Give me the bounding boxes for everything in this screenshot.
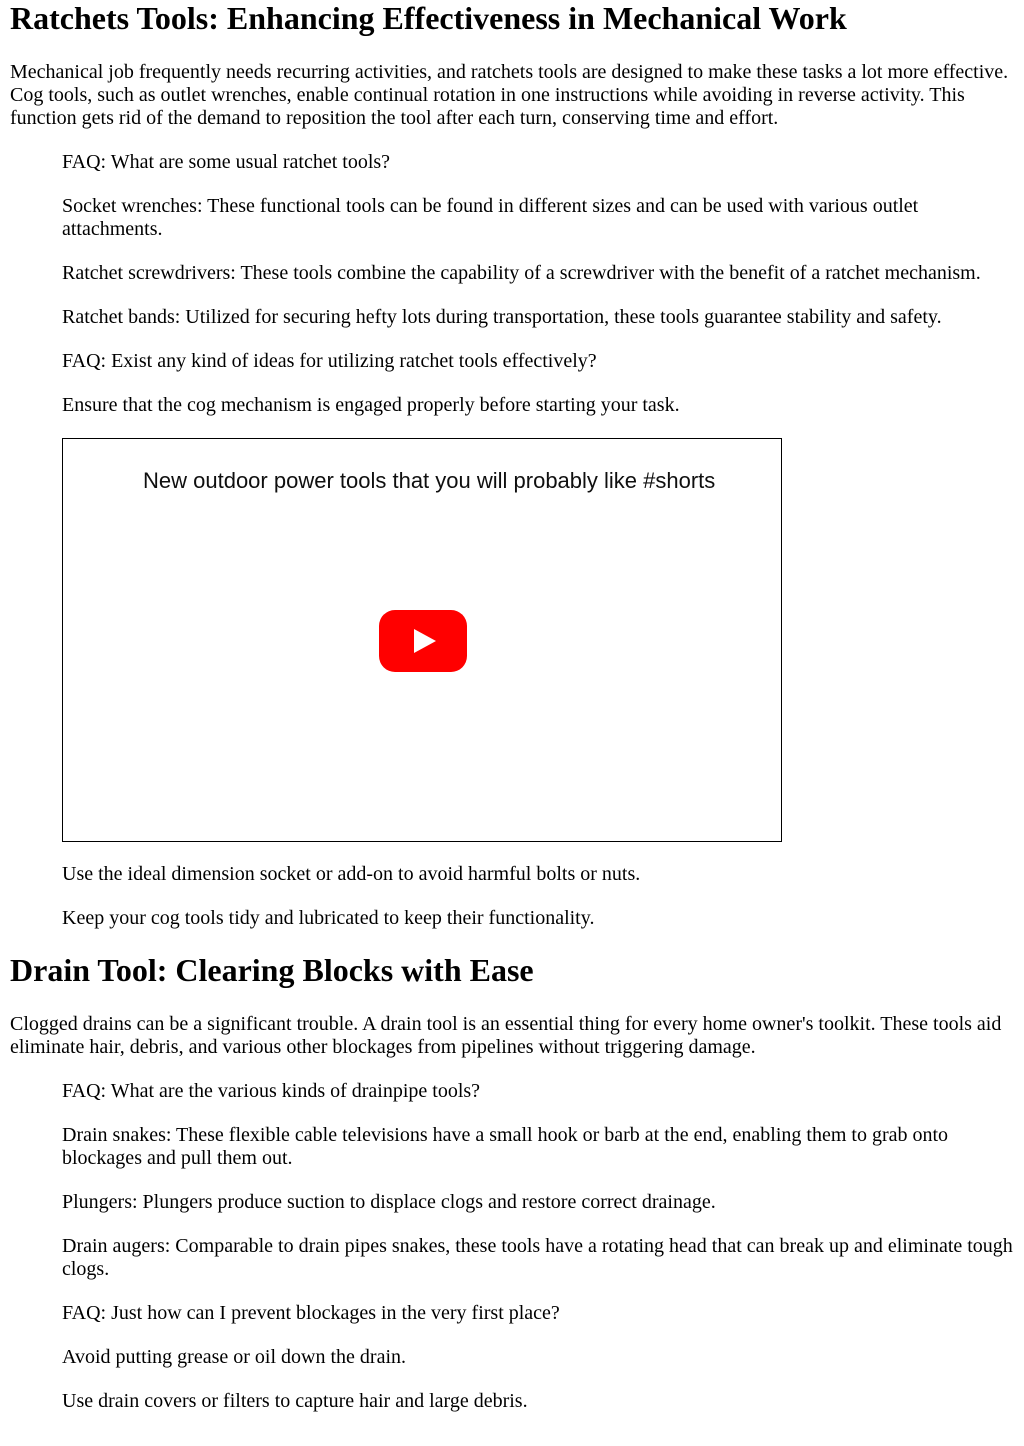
list-item: Plungers: Plungers produce suction to displace clogs and restore correct drainage.	[62, 1191, 716, 1213]
list-item: FAQ: Exist any kind of ideas for utilizing ratchet tools effectively?	[62, 350, 597, 372]
ratchets-list	[10, 151, 1014, 930]
video-title[interactable]: New outdoor power tools that you will probably like #shorts	[143, 468, 716, 493]
video-embed[interactable]	[62, 438, 782, 842]
drain-list	[10, 1080, 1014, 1413]
list-item: Keep your cog tools tidy and lubricated to keep their functionality.	[62, 907, 595, 929]
list-item: Socket wrenches: These functional tools can be found in different sizes and can be used with various outlet attachments.	[62, 195, 919, 240]
video-embed-item	[62, 438, 1014, 842]
youtube-play-icon[interactable]	[379, 610, 467, 672]
section-intro-ratchets: Mechanical job frequently needs recurring activities, and ratchets tools are designed to make these tasks a lot more effective. Cog tools, such as outlet wrenches, enable continual rotation in one instructions while avoiding in reverse activity. This function gets rid of the demand to reposition the tool after each turn, conserving time and effort.	[10, 61, 1009, 129]
list-item: Ratchet bands: Utilized for securing hefty lots during transportation, these tools guarantee stability and safety.	[62, 306, 942, 328]
list-item: Ensure that the cog mechanism is engaged properly before starting your task.	[62, 394, 680, 416]
list-item: Use drain covers or filters to capture hair and large debris.	[62, 1390, 528, 1412]
section-heading-drain: Drain Tool: Clearing Blocks with Ease	[10, 952, 534, 988]
list-item: Drain augers: Comparable to drain pipes snakes, these tools have a rotating head that can break up and eliminate tough clogs.	[62, 1235, 1013, 1280]
list-item: FAQ: Just how can I prevent blockages in the very first place?	[62, 1302, 560, 1324]
section-heading-ratchets: Ratchets Tools: Enhancing Effectiveness in Mechanical Work	[10, 0, 847, 36]
list-item: FAQ: What are the various kinds of drainpipe tools?	[62, 1080, 481, 1102]
list-item: FAQ: What are some usual ratchet tools?	[62, 151, 391, 173]
section-intro-drain: Clogged drains can be a significant trouble. A drain tool is an essential thing for every home owner's toolkit. These tools aid eliminate hair, debris, and various other blockages from pipelines without triggering damage.	[10, 1013, 1002, 1058]
list-item: Drain snakes: These flexible cable televisions have a small hook or barb at the end, enabling them to grab onto blockages and pull them out.	[62, 1124, 949, 1169]
list-item: Ratchet screwdrivers: These tools combine the capability of a screwdriver with the benefit of a ratchet mechanism.	[62, 262, 981, 284]
list-item: Use the ideal dimension socket or add-on to avoid harmful bolts or nuts.	[62, 863, 641, 885]
list-item: Avoid putting grease or oil down the drain.	[62, 1346, 407, 1368]
